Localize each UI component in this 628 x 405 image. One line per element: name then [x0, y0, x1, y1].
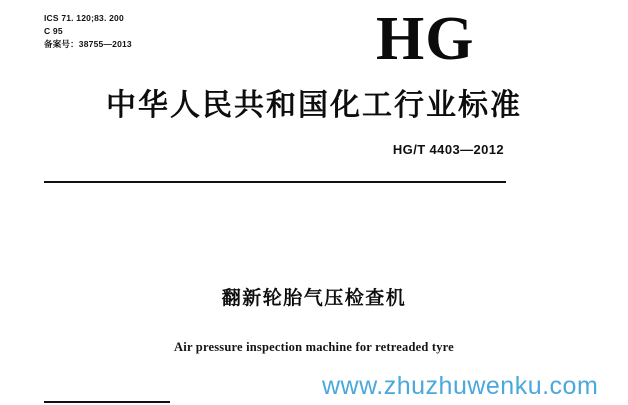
- header-divider: [44, 181, 506, 183]
- meta-line-record-number: 备案号：38755—2013: [44, 39, 132, 50]
- chinese-standard-title: 中华人民共和国化工行业标准: [106, 88, 522, 123]
- footer-divider: [44, 401, 170, 403]
- watermark-text: www.zhuzhuwenku.com: [322, 372, 599, 400]
- hg-logo: HG: [376, 5, 475, 73]
- standard-number: HG/T 4403—2012: [392, 142, 504, 157]
- meta-line-ics: ICS 71. 120;83. 200: [44, 13, 124, 23]
- standard-meta-block: [44, 12, 132, 52]
- document-title-chinese: 翻新轮胎气压检查机: [221, 287, 407, 309]
- meta-line-classification: C 95: [44, 26, 63, 37]
- document-title-english: Air pressure inspection machine for retreaded tyre: [174, 340, 454, 354]
